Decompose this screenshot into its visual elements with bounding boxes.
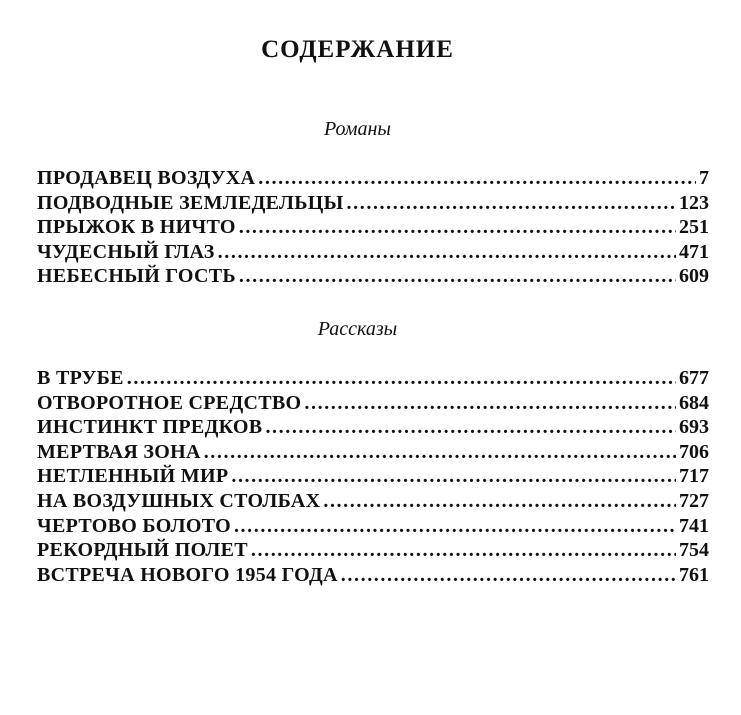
toc-entry[interactable] [37,367,709,392]
toc-entry[interactable] [37,216,709,241]
toc-entry-page: 123 [679,191,709,214]
page-title: СОДЕРЖАНИЕ [261,36,454,63]
dot-leader [239,216,676,239]
toc-entry-title: МЕРТВАЯ ЗОНА [37,440,201,463]
toc-entry[interactable] [37,167,709,192]
toc-entry-page: 741 [679,514,709,537]
toc-entry-title: ПОДВОДНЫЕ ЗЕМЛЕДЕЛЬЦЫ [37,191,344,214]
toc-entry-title: ЧЕРТОВО БОЛОТО [37,514,231,537]
toc-entry-page: 761 [679,563,709,586]
toc-entry-page: 754 [679,539,709,562]
dot-leader [234,515,676,538]
toc-entry-page: 7 [699,167,709,189]
toc-entry-page: 677 [679,367,709,389]
toc-entry-title: НЕБЕСНЫЙ ГОСТЬ [37,265,236,288]
dot-leader [304,392,676,415]
toc-entry-title: ОТВОРОТНОЕ СРЕДСТВО [37,391,302,414]
toc-list-novels [37,167,709,290]
dot-leader [127,367,676,390]
toc-entry[interactable] [37,416,709,441]
toc-entry-page: 684 [679,391,709,414]
dot-leader [258,167,696,190]
dot-leader [347,192,676,215]
toc-list-stories [37,367,709,588]
toc-entry-page: 693 [679,416,709,439]
toc-entry[interactable] [37,441,709,466]
toc-entry[interactable] [37,564,709,589]
dot-leader [265,416,676,439]
toc-entry-title: РЕКОРДНЫЙ ПОЛЕТ [37,539,248,562]
toc-entry-title: ИНСТИНКТ ПРЕДКОВ [37,416,263,439]
dot-leader [341,564,676,587]
dot-leader [231,465,676,488]
toc-entry[interactable] [37,490,709,515]
toc-entry-page: 727 [679,489,709,512]
toc-entry-title: ЧУДЕСНЫЙ ГЛАЗ [37,240,215,263]
toc-entry[interactable] [37,265,709,290]
toc-entry-page: 251 [679,216,709,239]
toc-entry[interactable] [37,241,709,266]
toc-entry-title: НА ВОЗДУШНЫХ СТОЛБАХ [37,489,321,512]
dot-leader [323,490,676,513]
toc-entry[interactable] [37,515,709,540]
toc-entry-page: 609 [679,265,709,288]
toc-entry-title: НЕТЛЕННЫЙ МИР [37,465,229,488]
toc-entry[interactable] [37,465,709,490]
toc-entry-page: 471 [679,240,709,263]
section-heading-stories: Рассказы [317,318,398,340]
toc-entry-page: 706 [679,440,709,463]
dot-leader [239,265,676,288]
toc-entry-title: ПРОДАВЕЦ ВОЗДУХА [37,167,256,189]
dot-leader [218,241,676,264]
section-heading-novels: Романы [324,118,391,140]
toc-entry[interactable] [37,192,709,217]
toc-entry-page: 717 [679,465,709,488]
dot-leader [204,441,676,464]
toc-entry-title: ПРЫЖОК В НИЧТО [37,216,236,239]
toc-entry[interactable] [37,539,709,564]
dot-leader [251,539,676,562]
toc-entry-title: В ТРУБЕ [37,367,124,389]
toc-entry[interactable] [37,392,709,417]
toc-entry-title: ВСТРЕЧА НОВОГО 1954 ГОДА [37,563,338,586]
